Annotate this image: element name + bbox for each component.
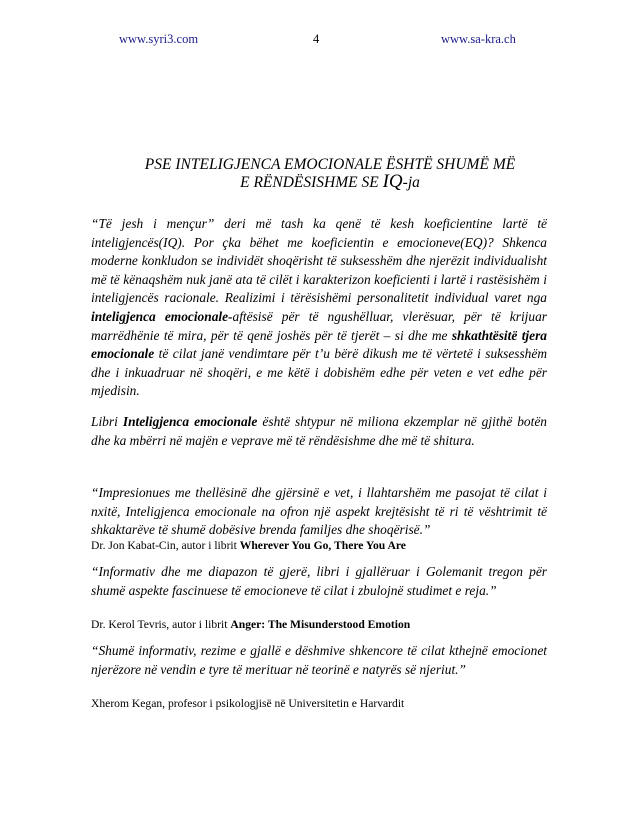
quote-1-book: Wherever You Go, There You Are <box>239 539 406 552</box>
quote-3-attribution <box>91 697 561 711</box>
quote-2-book: Anger: The Misunderstood Emotion <box>230 618 411 631</box>
book-note-part-1: Libri <box>91 414 123 429</box>
quote-1-attribution <box>91 539 561 553</box>
title-line-2 <box>70 173 590 192</box>
intro-part-1: “Të jesh i mençur” deri më tash ka qenë të kesh koeficientine lartë të inteligjencës(IQ). Por çka bëhet me koeficientin e emocioneve(EQ)? Shkenca moderne konkludon se individët shoqërisht të suksesshëm dhe njerëzit individualisht më të kënaqshëm nuk janë ata të cilët i karakterizon koeficienti i lartë i rastësishëm i inteligjencës racionale. Realizimi i tërësishëmi personalitetit individual varet nga <box>91 216 547 306</box>
quote-2-text: “Informativ dhe me diapazon të gjerë, libri i gjallëruar i Golemanit tregon për shumë aspekte fascinuese të emocioneve të cilat i zbulojnë studimet e reja.” <box>91 564 547 598</box>
title-line-2-post: -ja <box>402 174 420 191</box>
book-note-bold: Inteligjenca emocionale <box>122 414 258 429</box>
intro-bold-1: inteligjenca emocionale- <box>91 308 233 324</box>
quote-1-text: “Impresionues me thellësinë dhe gjërsinë e vet, i llahtarshëm me pasojat të cilat i nxitë, Inteligjenca emocionale na ofron një aspekt krejtësisht të ri të vështrimit të shkaktarëve të shumë dobësive brenda familjes dhe shoqërisë.” <box>91 485 547 538</box>
page-number: 4 <box>313 32 320 46</box>
header-right-link[interactable]: www.sa-kra.ch <box>441 32 516 46</box>
title-iq: IQ <box>382 171 403 192</box>
title-line-2-pre: E RËNDËSISHME SE <box>240 174 383 191</box>
quote-3-text: “Shumë informativ, rezime e gjallë e dëshmive shkencore të cilat kthejnë emocionet njerëzore në vendin e tyre të merituar në teorinë e natyrës së njeriut.” <box>91 643 547 677</box>
intro-part-2: aftësisë për të ngushëlluar, vlerësuar, për të krijuar marrëdhënie të mira, për të qenë joshës për të tjerët – si dhe me <box>91 308 547 343</box>
title-line-1: PSE INTELIGJENCA EMOCIONALE ËSHTË SHUMË MË <box>144 156 516 173</box>
intro-paragraph <box>91 215 547 401</box>
quote-3-author: Xherom Kegan, profesor i psikologjisë në Universitetin e Harvardit <box>91 697 405 710</box>
header-left-link[interactable]: www.syri3.com <box>119 32 199 46</box>
quote-2-author: Dr. Kerol Tevris, autor i librit <box>91 618 231 631</box>
intro-bold-2: shkathtësitë tjera emocionale <box>91 327 547 362</box>
book-note-part-2: është shtypur në miliona ekzemplar në gjithë botën dhe ka mbërri në majën e veprave më të rëndësishme dhe më të shitura. <box>91 414 547 448</box>
quote-1-author: Dr. Jon Kabat-Cin, autor i librit <box>91 539 240 552</box>
intro-part-3: të cilat janë vendimtare për t’u bërë dikush me të vërtetë i suksesshëm dhe i inkuadruar në shoqëri, e me këtë i dobishëm edhe për veten e vet edhe për mjedisin. <box>91 346 547 399</box>
quote-2-attribution <box>91 618 561 632</box>
book-note-paragraph <box>91 413 547 450</box>
